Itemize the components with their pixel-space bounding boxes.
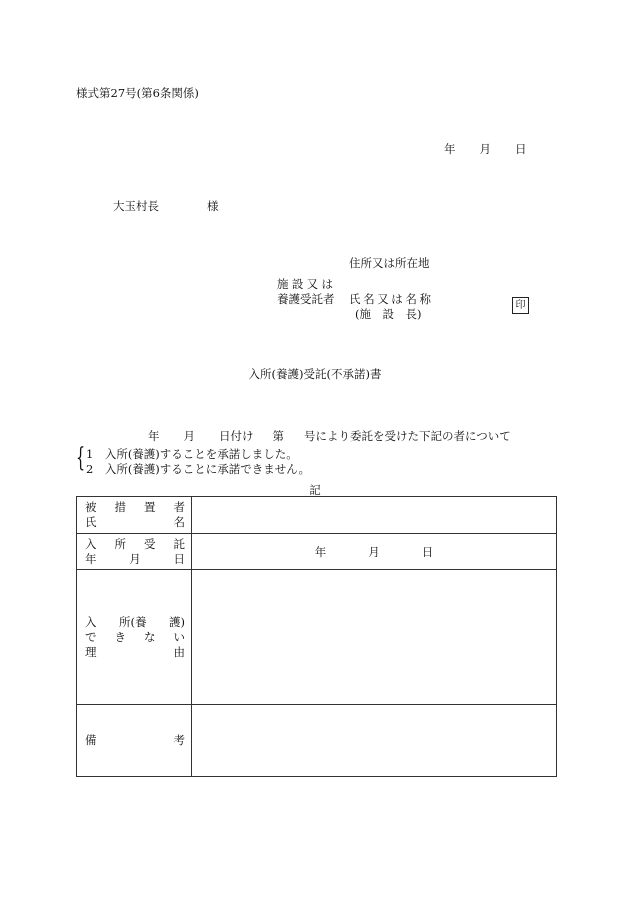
name-char: 氏 [349, 292, 361, 306]
document-title: 入所(養護)受託(不承諾)書 [248, 367, 382, 381]
table-row [77, 534, 557, 570]
label-char: 備 [85, 733, 97, 747]
intro-year: 年 [148, 429, 160, 443]
option-1: 1 入所(養護)することを承諾しました。 [86, 447, 298, 461]
refusal-reason-label [77, 570, 192, 705]
facility-char: は [321, 277, 333, 291]
label-char: 由 [173, 644, 185, 659]
facility-label [277, 276, 333, 292]
name-char: 名 [405, 292, 417, 306]
value-day: 日 [421, 544, 434, 559]
label-char: 者 [173, 500, 185, 514]
remarks-field[interactable] [192, 705, 557, 777]
value-month: 月 [368, 544, 380, 559]
facility-char: 又 [306, 277, 319, 291]
refusal-reason-field[interactable] [192, 570, 557, 705]
label-char: 入 [85, 536, 97, 551]
label-char: 氏 [85, 515, 97, 529]
date-year: 年 [444, 142, 456, 156]
label-char: い [173, 629, 185, 644]
date-day: 日 [515, 142, 527, 156]
option-brace: { [76, 443, 86, 473]
label-char: 置 [144, 500, 156, 514]
table-row [77, 570, 557, 705]
facility-char: 施 [277, 277, 289, 291]
label-char: な [144, 629, 156, 644]
label-char: 受 [144, 536, 156, 551]
label-char: 所(養 [119, 614, 147, 629]
value-year: 年 [314, 544, 327, 559]
name-char: は [391, 292, 403, 306]
intro-day: 日付け [219, 429, 254, 443]
addressee-name: 大玉村長 [113, 199, 159, 213]
form-number: 様式第27号(第6条関係) [76, 86, 199, 100]
admission-date-label [77, 534, 192, 570]
intro-number: 第 [272, 429, 284, 443]
name-char: 称 [419, 292, 431, 306]
label-char: 被 [85, 500, 97, 514]
intro-rest: 号により委託を受けた下記の者について [304, 429, 511, 443]
seal-mark: 印 [512, 297, 529, 314]
label-char: 月 [129, 551, 141, 566]
subject-name-field[interactable] [192, 497, 557, 534]
admission-date-field[interactable] [192, 534, 557, 570]
label-char: 所 [114, 536, 126, 551]
label-char: 措 [114, 500, 126, 514]
label-char: 日 [173, 551, 185, 566]
label-char: 護) [169, 614, 185, 629]
name-label [349, 291, 431, 307]
table-row [77, 497, 557, 534]
label-char: 託 [173, 536, 185, 551]
table-row [77, 705, 557, 777]
facility-char: 設 [291, 277, 304, 291]
label-char: 名 [173, 515, 185, 529]
date-month: 月 [479, 142, 491, 156]
option-2: 2 入所(養護)することに承諾できません。 [86, 462, 310, 476]
label-char: 理 [85, 644, 97, 659]
name-char: 又 [377, 292, 389, 306]
subject-name-label [77, 497, 192, 534]
label-char: 入 [85, 614, 97, 629]
label-char: き [114, 629, 126, 644]
intro-month: 月 [183, 429, 195, 443]
name-char: 名 [363, 292, 375, 306]
intro-sentence [148, 428, 511, 444]
address-label: 住所又は所在地 [349, 256, 430, 270]
remarks-label [77, 705, 192, 777]
label-char: 考 [173, 733, 185, 747]
consignee-label: 養護受託者 [277, 292, 335, 306]
label-char: で [85, 629, 97, 644]
label-char: 年 [85, 551, 97, 566]
director-label: (施 設 長) [355, 307, 422, 321]
addressee-honorific: 様 [207, 199, 219, 213]
details-table [76, 496, 557, 777]
ki-label: 記 [309, 483, 321, 497]
date-line [444, 141, 527, 157]
